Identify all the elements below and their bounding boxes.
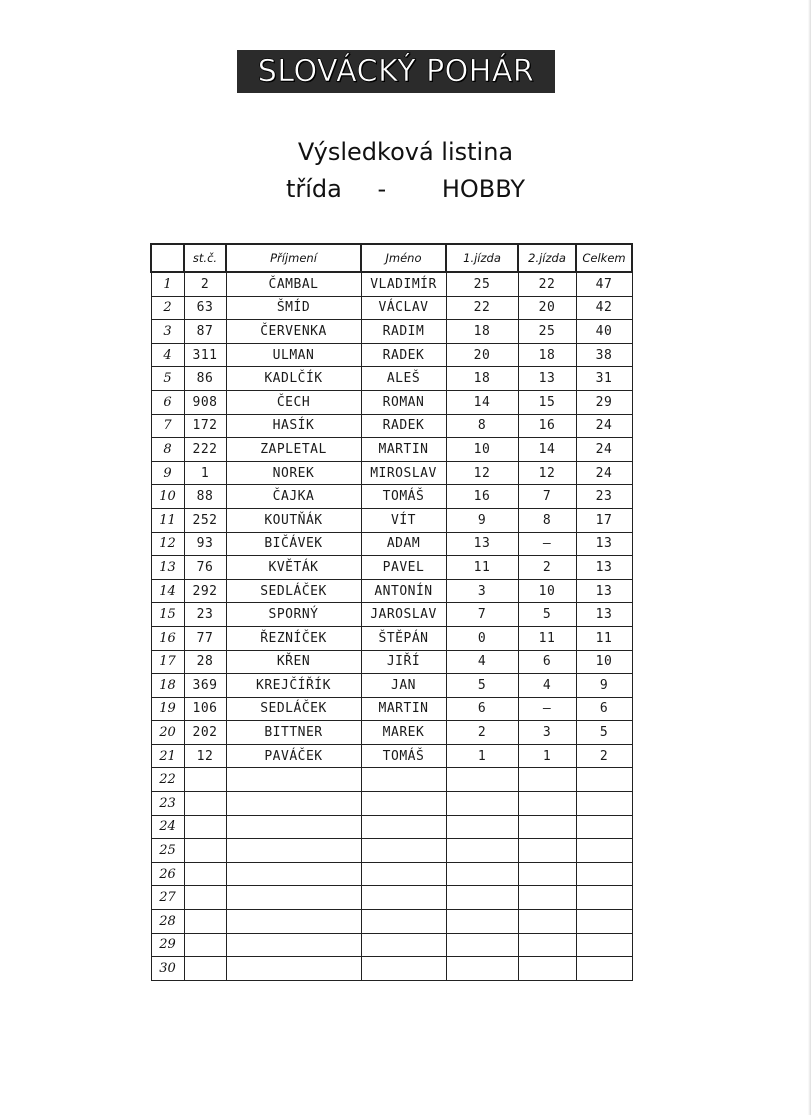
total-cell: 13	[576, 556, 632, 580]
start-number-cell: 23	[184, 603, 226, 627]
surname-cell: KREJČÍŘÍK	[226, 674, 361, 698]
total-cell	[576, 815, 632, 839]
start-number-cell: 222	[184, 438, 226, 462]
rank-cell: 20	[151, 721, 184, 745]
surname-cell: BIČÁVEK	[226, 532, 361, 556]
start-number-cell	[184, 957, 226, 981]
class-heading	[0, 175, 811, 203]
surname-cell: ČAJKA	[226, 485, 361, 509]
table-row	[151, 414, 632, 438]
run-2-cell: 1	[518, 744, 576, 768]
first-name-cell: TOMÁŠ	[361, 744, 446, 768]
surname-cell: SEDLÁČEK	[226, 697, 361, 721]
start-number-cell: 93	[184, 532, 226, 556]
surname-cell	[226, 933, 361, 957]
table-row	[151, 792, 632, 816]
rank-cell: 16	[151, 626, 184, 650]
rank-cell: 12	[151, 532, 184, 556]
run-1-cell	[446, 815, 518, 839]
table-row	[151, 603, 632, 627]
table-row	[151, 721, 632, 745]
start-number-cell: 88	[184, 485, 226, 509]
surname-cell: BITTNER	[226, 721, 361, 745]
start-number-cell	[184, 839, 226, 863]
run-2-cell: 12	[518, 461, 576, 485]
total-cell: 10	[576, 650, 632, 674]
surname-cell	[226, 957, 361, 981]
start-number-cell: 87	[184, 320, 226, 344]
run-1-cell: 7	[446, 603, 518, 627]
run-1-cell: 9	[446, 508, 518, 532]
first-name-cell: MIROSLAV	[361, 461, 446, 485]
run-1-cell: 20	[446, 343, 518, 367]
total-cell: 24	[576, 414, 632, 438]
total-cell: 13	[576, 532, 632, 556]
surname-cell	[226, 768, 361, 792]
start-number-cell: 12	[184, 744, 226, 768]
run-2-cell	[518, 768, 576, 792]
run-1-cell	[446, 862, 518, 886]
start-number-cell	[184, 910, 226, 934]
first-name-cell: RADIM	[361, 320, 446, 344]
run-2-cell: 18	[518, 343, 576, 367]
start-number-cell: 63	[184, 296, 226, 320]
run-1-cell	[446, 768, 518, 792]
total-cell: 24	[576, 438, 632, 462]
total-cell: 31	[576, 367, 632, 391]
surname-cell: PAVÁČEK	[226, 744, 361, 768]
surname-cell: ŠMÍD	[226, 296, 361, 320]
table-header-row	[151, 244, 632, 272]
first-name-cell: ALEŠ	[361, 367, 446, 391]
total-cell: 9	[576, 674, 632, 698]
rank-cell: 13	[151, 556, 184, 580]
run-2-cell	[518, 792, 576, 816]
total-cell: 11	[576, 626, 632, 650]
surname-cell	[226, 792, 361, 816]
rank-cell: 15	[151, 603, 184, 627]
surname-cell: KŘEN	[226, 650, 361, 674]
rank-cell: 19	[151, 697, 184, 721]
run-1-cell: 13	[446, 532, 518, 556]
total-cell: 29	[576, 390, 632, 414]
start-number-cell: 86	[184, 367, 226, 391]
start-number-cell: 106	[184, 697, 226, 721]
results-table	[150, 243, 633, 981]
rank-cell: 7	[151, 414, 184, 438]
table-row	[151, 650, 632, 674]
run-1-cell: 0	[446, 626, 518, 650]
surname-cell	[226, 886, 361, 910]
first-name-cell	[361, 957, 446, 981]
table-row	[151, 839, 632, 863]
first-name-cell: JAROSLAV	[361, 603, 446, 627]
run-2-cell: 11	[518, 626, 576, 650]
rank-cell: 27	[151, 886, 184, 910]
surname-cell: SPORNÝ	[226, 603, 361, 627]
rank-cell: 9	[151, 461, 184, 485]
run-1-cell	[446, 886, 518, 910]
first-name-cell: RADEK	[361, 414, 446, 438]
run-1-cell: 10	[446, 438, 518, 462]
run-2-cell: 6	[518, 650, 576, 674]
first-name-cell: ROMAN	[361, 390, 446, 414]
surname-cell: ŘEZNÍČEK	[226, 626, 361, 650]
table-row	[151, 744, 632, 768]
start-number-cell: 28	[184, 650, 226, 674]
table-row	[151, 556, 632, 580]
column-header-total: Celkem	[576, 244, 632, 272]
run-2-cell: 14	[518, 438, 576, 462]
run-2-cell	[518, 910, 576, 934]
start-number-cell: 202	[184, 721, 226, 745]
table-row	[151, 862, 632, 886]
first-name-cell: JAN	[361, 674, 446, 698]
run-2-cell: 3	[518, 721, 576, 745]
run-2-cell: 15	[518, 390, 576, 414]
total-cell: 17	[576, 508, 632, 532]
table-row	[151, 485, 632, 509]
rank-cell: 6	[151, 390, 184, 414]
table-row	[151, 933, 632, 957]
total-cell: 47	[576, 272, 632, 296]
run-1-cell	[446, 933, 518, 957]
run-1-cell: 2	[446, 721, 518, 745]
table-row	[151, 910, 632, 934]
run-1-cell: 1	[446, 744, 518, 768]
rank-cell: 22	[151, 768, 184, 792]
run-1-cell: 14	[446, 390, 518, 414]
first-name-cell: ANTONÍN	[361, 579, 446, 603]
rank-cell: 10	[151, 485, 184, 509]
start-number-cell: 908	[184, 390, 226, 414]
column-header-start-number: st.č.	[184, 244, 226, 272]
column-header-surname: Příjmení	[226, 244, 361, 272]
rank-cell: 5	[151, 367, 184, 391]
class-label: třída	[285, 175, 342, 203]
start-number-cell: 311	[184, 343, 226, 367]
first-name-cell: VÁCLAV	[361, 296, 446, 320]
rank-cell: 8	[151, 438, 184, 462]
table-row	[151, 343, 632, 367]
start-number-cell: 77	[184, 626, 226, 650]
total-cell: 42	[576, 296, 632, 320]
total-cell	[576, 768, 632, 792]
total-cell: 40	[576, 320, 632, 344]
table-row	[151, 815, 632, 839]
run-2-cell: 8	[518, 508, 576, 532]
competition-banner: SLOVÁCKÝ POHÁR	[237, 50, 555, 93]
rank-cell: 28	[151, 910, 184, 934]
table-row	[151, 438, 632, 462]
total-cell	[576, 933, 632, 957]
run-2-cell: 2	[518, 556, 576, 580]
rank-cell: 26	[151, 862, 184, 886]
table-row	[151, 626, 632, 650]
first-name-cell: MARTIN	[361, 438, 446, 462]
run-2-cell	[518, 886, 576, 910]
table-row	[151, 768, 632, 792]
surname-cell	[226, 862, 361, 886]
total-cell: 2	[576, 744, 632, 768]
table-row	[151, 886, 632, 910]
total-cell: 13	[576, 579, 632, 603]
start-number-cell	[184, 886, 226, 910]
rank-cell: 25	[151, 839, 184, 863]
surname-cell: ZAPLETAL	[226, 438, 361, 462]
surname-cell	[226, 815, 361, 839]
rank-cell: 4	[151, 343, 184, 367]
rank-cell: 23	[151, 792, 184, 816]
rank-cell: 18	[151, 674, 184, 698]
table-row	[151, 674, 632, 698]
run-2-cell: –	[518, 697, 576, 721]
first-name-cell	[361, 839, 446, 863]
class-dash: -	[377, 175, 387, 203]
class-value: HOBBY	[441, 175, 526, 203]
start-number-cell: 2	[184, 272, 226, 296]
run-2-cell	[518, 815, 576, 839]
table-row	[151, 390, 632, 414]
table-row	[151, 697, 632, 721]
run-1-cell: 16	[446, 485, 518, 509]
start-number-cell	[184, 815, 226, 839]
surname-cell: KVĚTÁK	[226, 556, 361, 580]
table-row	[151, 272, 632, 296]
first-name-cell: ŠTĚPÁN	[361, 626, 446, 650]
start-number-cell	[184, 768, 226, 792]
total-cell: 23	[576, 485, 632, 509]
rank-cell: 21	[151, 744, 184, 768]
run-2-cell	[518, 839, 576, 863]
start-number-cell: 1	[184, 461, 226, 485]
table-row	[151, 367, 632, 391]
table-row	[151, 579, 632, 603]
run-2-cell: 4	[518, 674, 576, 698]
first-name-cell: PAVEL	[361, 556, 446, 580]
run-1-cell: 8	[446, 414, 518, 438]
start-number-cell: 252	[184, 508, 226, 532]
column-header-first-name: Jméno	[361, 244, 446, 272]
run-1-cell: 4	[446, 650, 518, 674]
run-2-cell: 22	[518, 272, 576, 296]
total-cell: 24	[576, 461, 632, 485]
run-2-cell: 10	[518, 579, 576, 603]
start-number-cell: 292	[184, 579, 226, 603]
run-1-cell	[446, 957, 518, 981]
first-name-cell: ADAM	[361, 532, 446, 556]
start-number-cell	[184, 862, 226, 886]
column-header-run-2: 2.jízda	[518, 244, 576, 272]
first-name-cell	[361, 815, 446, 839]
run-1-cell	[446, 792, 518, 816]
first-name-cell: MAREK	[361, 721, 446, 745]
start-number-cell: 172	[184, 414, 226, 438]
run-1-cell: 11	[446, 556, 518, 580]
first-name-cell: RADEK	[361, 343, 446, 367]
run-1-cell	[446, 839, 518, 863]
surname-cell: ČERVENKA	[226, 320, 361, 344]
surname-cell: ČECH	[226, 390, 361, 414]
start-number-cell	[184, 792, 226, 816]
run-2-cell	[518, 933, 576, 957]
results-body	[151, 272, 632, 980]
column-header-run-1: 1.jízda	[446, 244, 518, 272]
run-1-cell: 22	[446, 296, 518, 320]
first-name-cell	[361, 792, 446, 816]
surname-cell: KOUTŇÁK	[226, 508, 361, 532]
first-name-cell: VLADIMÍR	[361, 272, 446, 296]
rank-cell: 11	[151, 508, 184, 532]
start-number-cell: 76	[184, 556, 226, 580]
total-cell	[576, 886, 632, 910]
first-name-cell	[361, 886, 446, 910]
table-row	[151, 532, 632, 556]
total-cell: 13	[576, 603, 632, 627]
run-2-cell: –	[518, 532, 576, 556]
surname-cell: KADLČÍK	[226, 367, 361, 391]
run-2-cell: 20	[518, 296, 576, 320]
table-row	[151, 957, 632, 981]
total-cell	[576, 862, 632, 886]
run-2-cell	[518, 862, 576, 886]
run-1-cell: 18	[446, 320, 518, 344]
table-row	[151, 461, 632, 485]
surname-cell	[226, 839, 361, 863]
surname-cell: NOREK	[226, 461, 361, 485]
first-name-cell	[361, 862, 446, 886]
first-name-cell: TOMÁŠ	[361, 485, 446, 509]
total-cell	[576, 957, 632, 981]
run-2-cell: 16	[518, 414, 576, 438]
first-name-cell: MARTIN	[361, 697, 446, 721]
total-cell: 5	[576, 721, 632, 745]
run-2-cell: 5	[518, 603, 576, 627]
table-row	[151, 508, 632, 532]
rank-cell: 14	[151, 579, 184, 603]
first-name-cell	[361, 910, 446, 934]
first-name-cell: VÍT	[361, 508, 446, 532]
total-cell: 38	[576, 343, 632, 367]
rank-cell: 2	[151, 296, 184, 320]
total-cell	[576, 839, 632, 863]
first-name-cell	[361, 768, 446, 792]
rank-cell: 17	[151, 650, 184, 674]
run-1-cell: 12	[446, 461, 518, 485]
run-1-cell: 3	[446, 579, 518, 603]
first-name-cell	[361, 933, 446, 957]
run-1-cell	[446, 910, 518, 934]
run-1-cell: 18	[446, 367, 518, 391]
rank-cell: 29	[151, 933, 184, 957]
run-2-cell: 25	[518, 320, 576, 344]
rank-cell: 24	[151, 815, 184, 839]
run-1-cell: 25	[446, 272, 518, 296]
rank-cell: 1	[151, 272, 184, 296]
start-number-cell	[184, 933, 226, 957]
total-cell	[576, 792, 632, 816]
first-name-cell: JIŘÍ	[361, 650, 446, 674]
table-row	[151, 296, 632, 320]
total-cell	[576, 910, 632, 934]
run-2-cell: 7	[518, 485, 576, 509]
run-1-cell: 6	[446, 697, 518, 721]
rank-cell: 3	[151, 320, 184, 344]
rank-cell: 30	[151, 957, 184, 981]
table-row	[151, 320, 632, 344]
surname-cell: ČAMBAL	[226, 272, 361, 296]
surname-cell: ULMAN	[226, 343, 361, 367]
results-heading: Výsledková listina	[297, 138, 514, 166]
column-header-rank	[151, 244, 184, 272]
total-cell: 6	[576, 697, 632, 721]
surname-cell	[226, 910, 361, 934]
run-2-cell	[518, 957, 576, 981]
surname-cell: HASÍK	[226, 414, 361, 438]
surname-cell: SEDLÁČEK	[226, 579, 361, 603]
run-1-cell: 5	[446, 674, 518, 698]
run-2-cell: 13	[518, 367, 576, 391]
start-number-cell: 369	[184, 674, 226, 698]
